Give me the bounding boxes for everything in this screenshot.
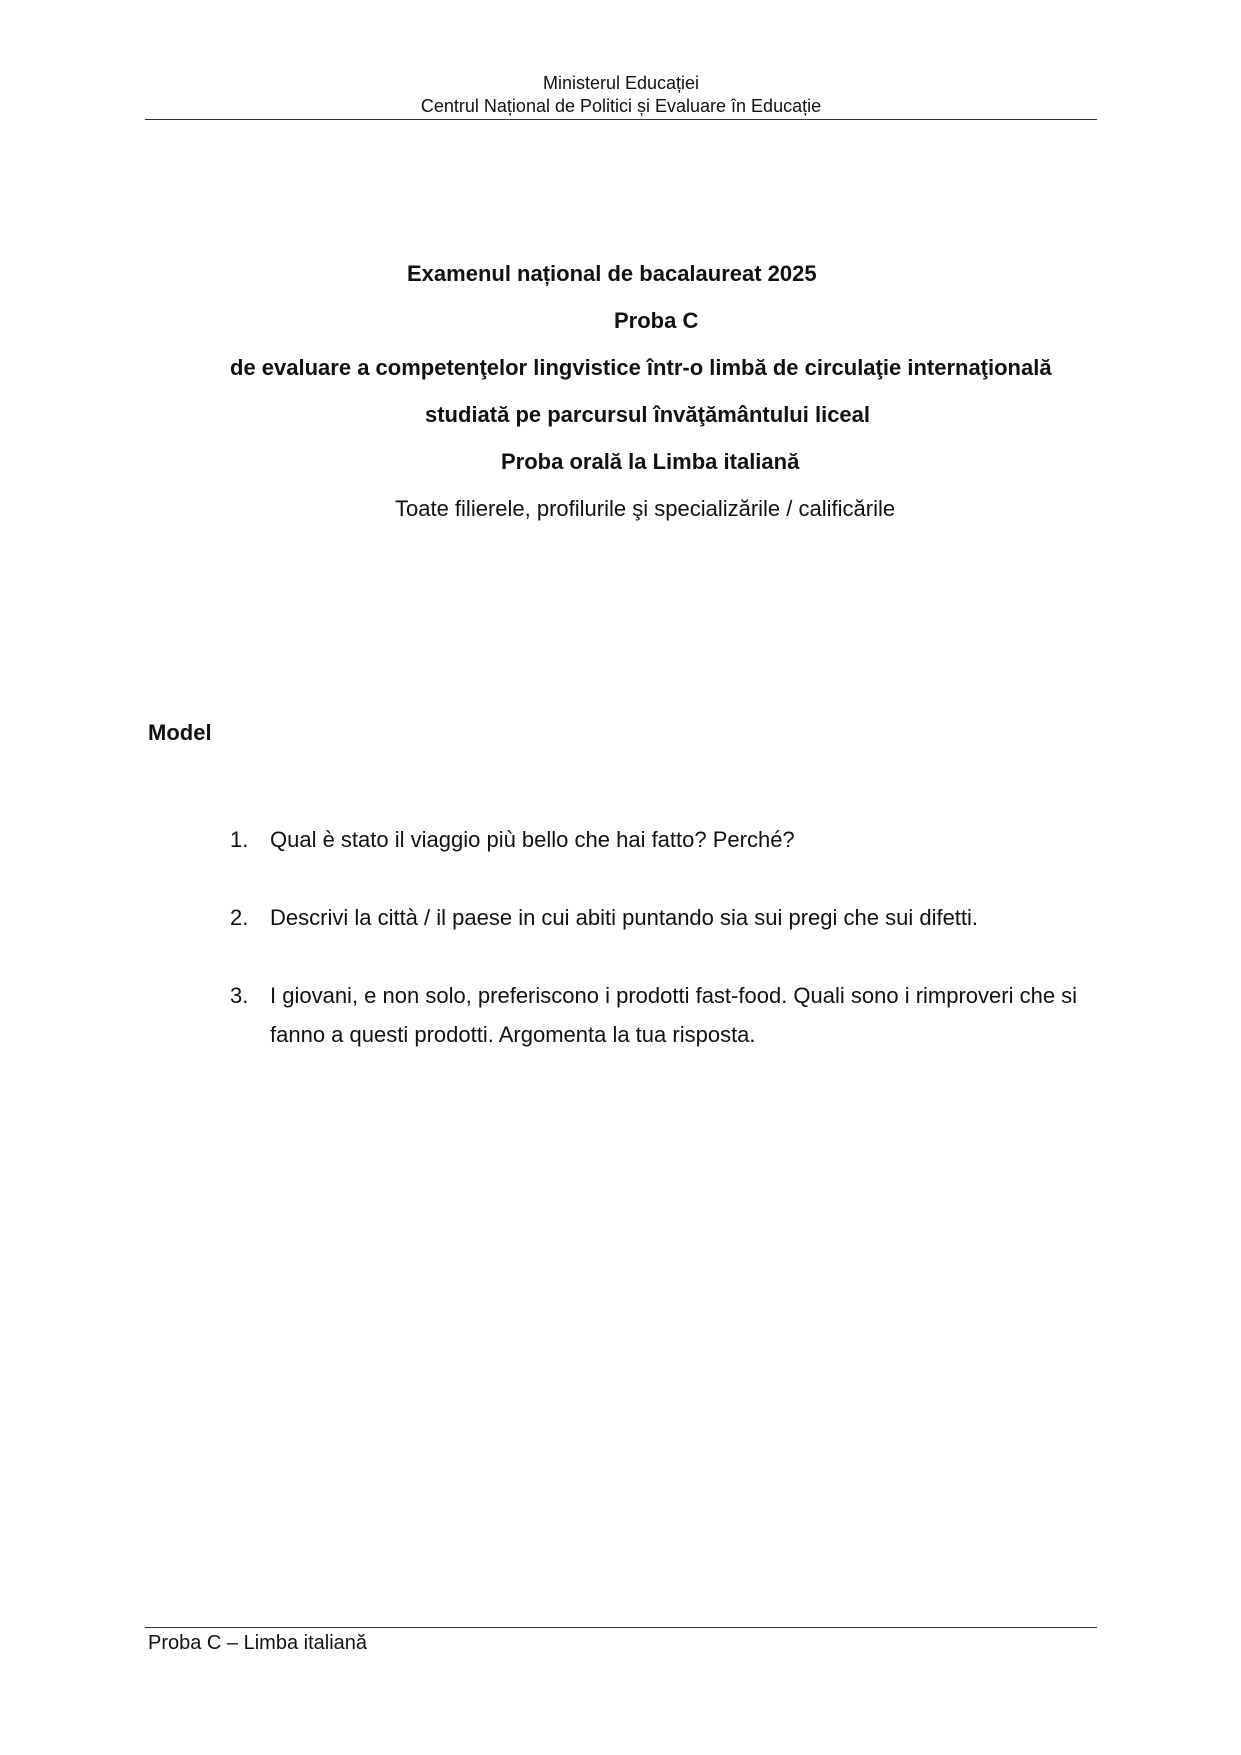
exam-subject: Proba orală la Limba italiană (501, 449, 800, 474)
exam-description-continued: studiată pe parcursul învăţământului liceal (425, 402, 871, 427)
header-divider (145, 119, 1097, 120)
question-item (230, 820, 1100, 859)
question-text: Qual è stato il viaggio più bello che hai fatto? Perché? (270, 827, 795, 852)
question-list (230, 820, 1100, 1093)
question-text: I giovani, e non solo, preferiscono i prodotti fast-food. Quali sono i rimproveri che si fanno a questi prodotti. Argomenta la tua risposta. (270, 983, 1078, 1047)
question-number: 1. (230, 827, 249, 852)
question-number: 2. (230, 905, 249, 930)
question-text: Descrivi la città / il paese in cui abiti puntando sia sui pregi che sui difetti. (270, 905, 979, 930)
section-label-model: Model (148, 720, 212, 745)
header-center: Centrul Național de Politici și Evaluare în Educație (420, 96, 822, 116)
exam-description: de evaluare a competenţelor lingvistice într-o limbă de circulaţie internaţională (230, 355, 1052, 380)
exam-title: Examenul național de bacalaureat 2025 (407, 261, 817, 286)
page-header (145, 72, 1097, 118)
exam-proba: Proba C (614, 308, 699, 333)
page-footer: Proba C – Limba italiană (148, 1632, 368, 1654)
question-item (230, 976, 1100, 1054)
exam-title-block (145, 250, 1097, 532)
exam-audience: Toate filierele, profilurile şi specializările / calificările (395, 496, 896, 521)
header-ministry: Ministerul Educației (542, 73, 700, 93)
question-item (230, 898, 1100, 937)
footer-divider (145, 1627, 1097, 1628)
question-number: 3. (230, 983, 249, 1008)
